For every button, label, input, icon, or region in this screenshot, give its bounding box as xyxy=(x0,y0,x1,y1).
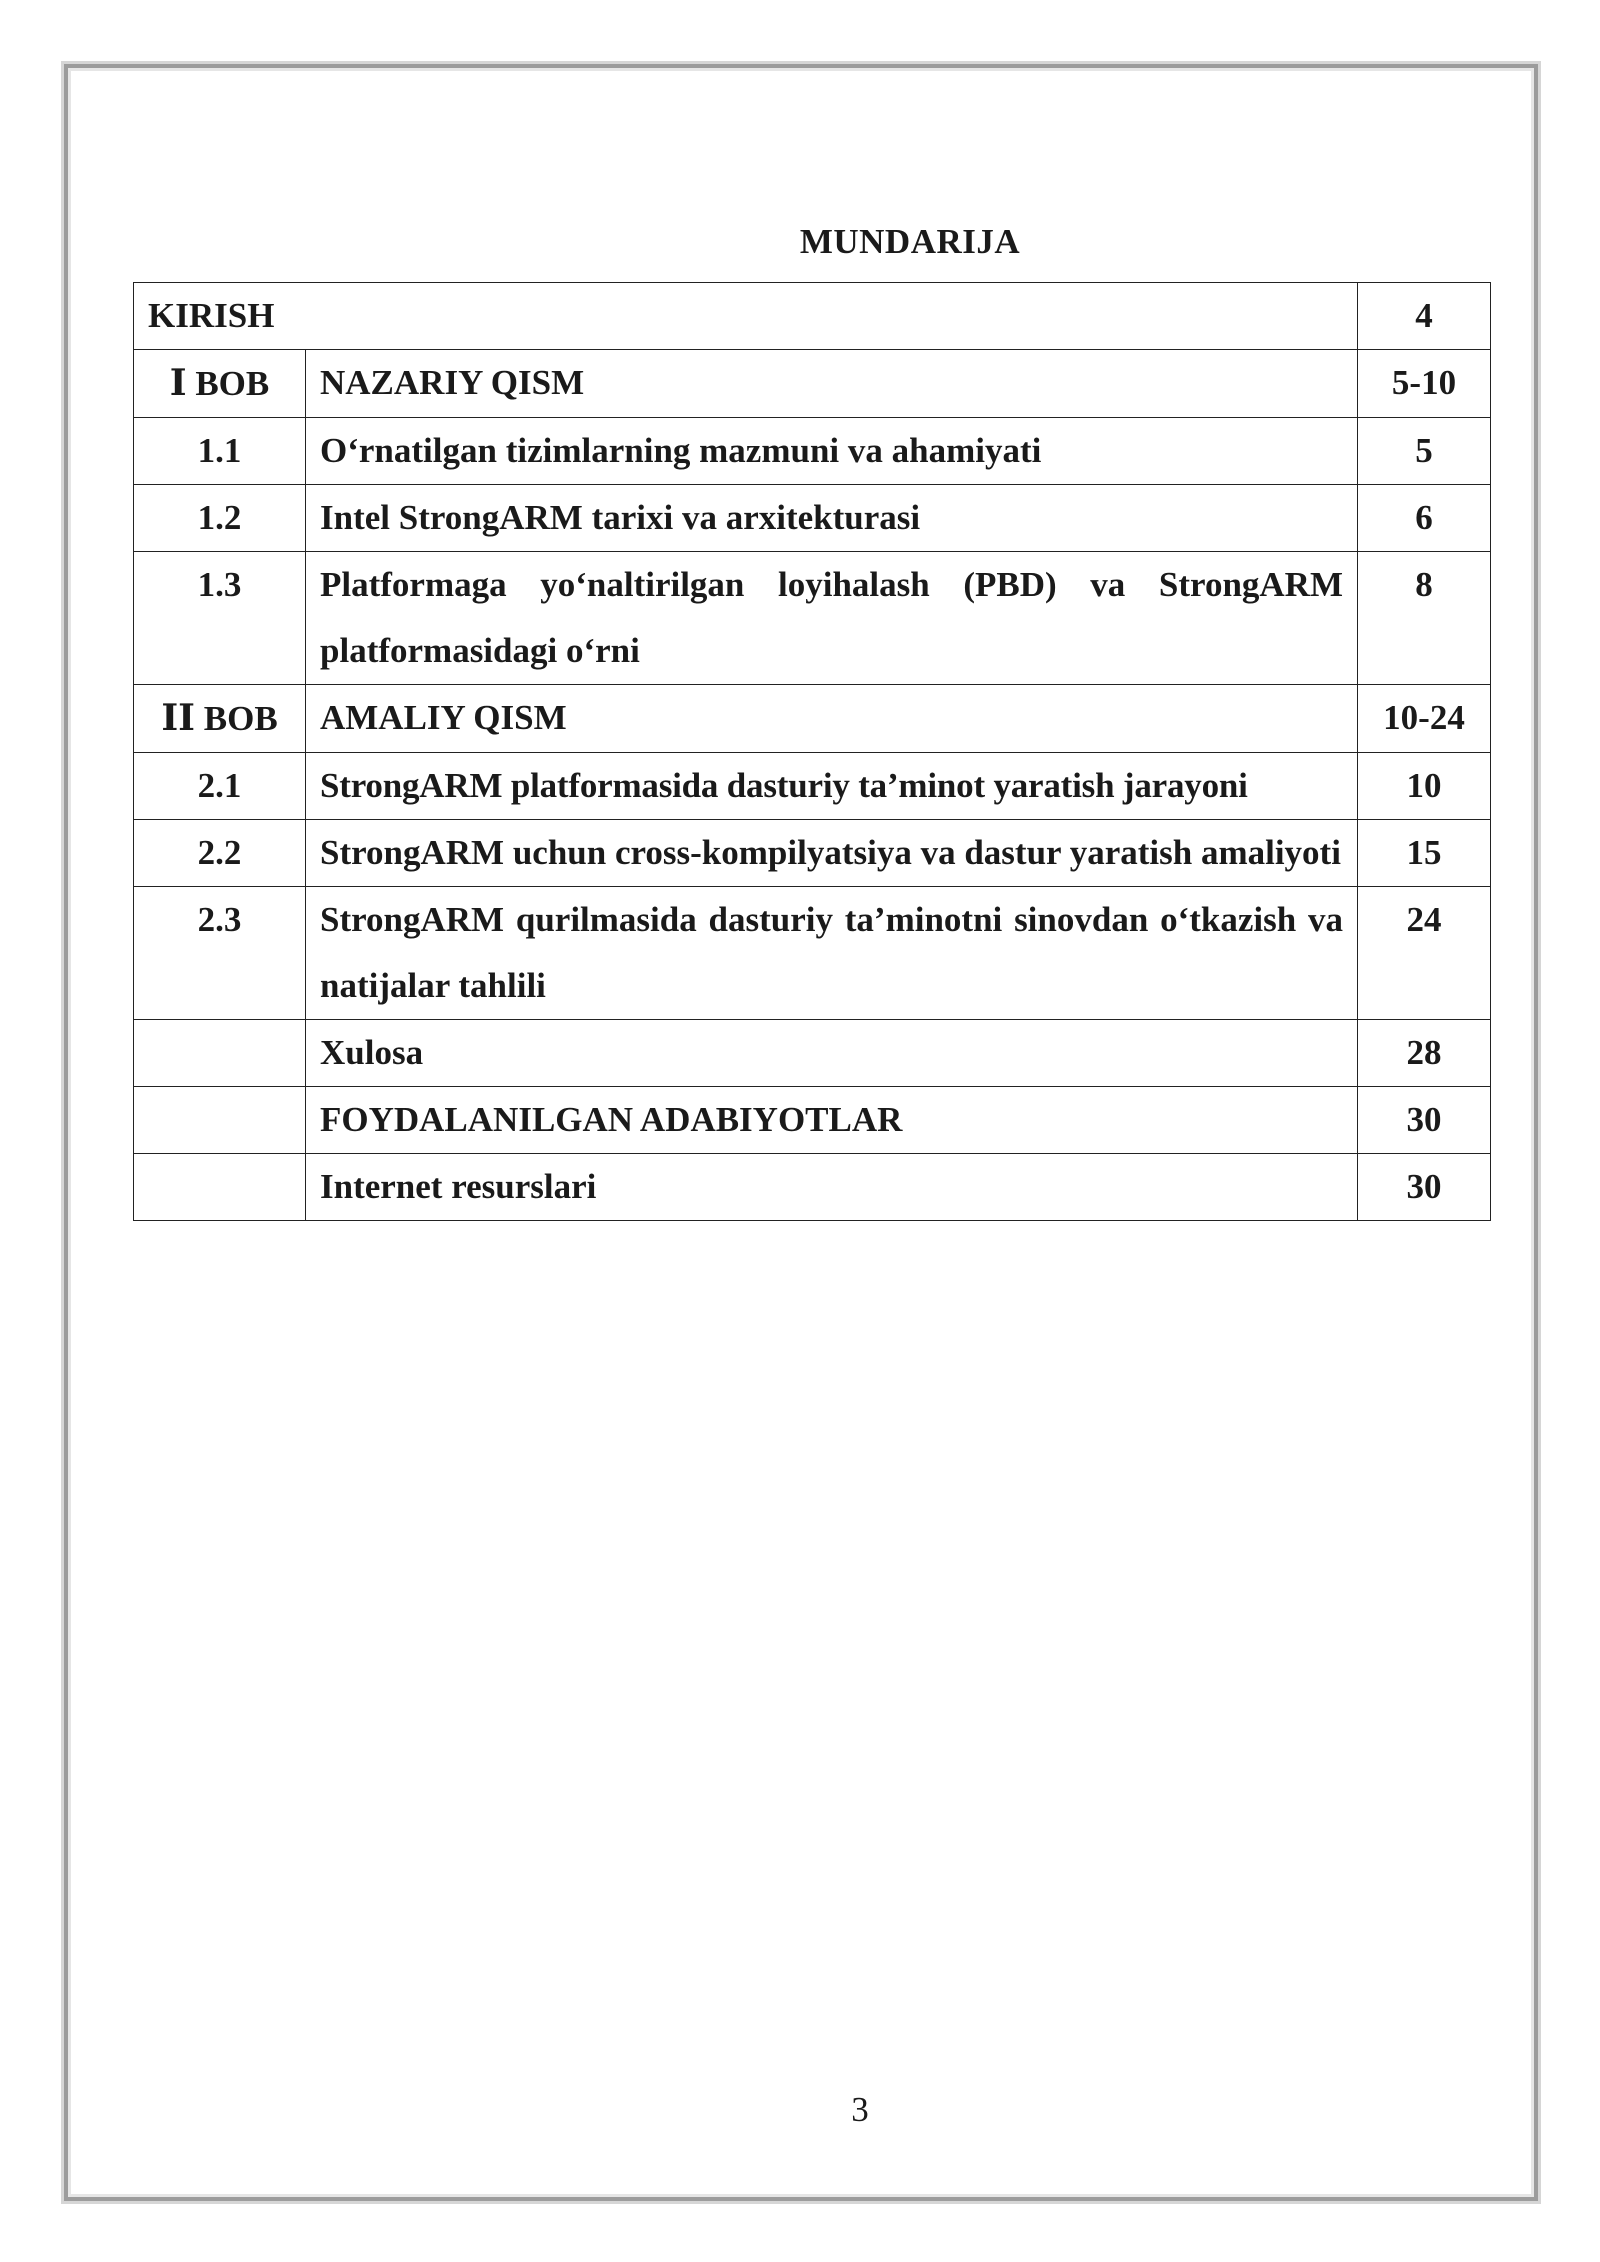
document-title: MUNDARIJA xyxy=(799,222,1021,261)
toc-row xyxy=(134,1020,1491,1087)
toc-page-number: 24 xyxy=(1358,887,1491,1020)
toc-entry-title: Xulosa xyxy=(306,1020,1358,1087)
toc-chapter-number xyxy=(134,685,306,753)
toc-row xyxy=(134,485,1491,552)
toc-page-number: 10-24 xyxy=(1358,685,1491,753)
page-number: 3 xyxy=(851,2090,869,2129)
toc-intro-label: KIRISH xyxy=(134,283,1358,350)
toc-page-number: 8 xyxy=(1358,552,1491,685)
toc-row xyxy=(134,753,1491,820)
roman-numeral: I xyxy=(169,362,187,404)
toc-page-number: 10 xyxy=(1358,753,1491,820)
toc-row xyxy=(134,887,1491,1020)
toc-row-intro xyxy=(134,283,1491,350)
toc-entry-title: Intel StrongARM tarixi va arxitekturasi xyxy=(306,485,1358,552)
chapter-word: BOB xyxy=(195,699,278,738)
toc-chapter-number xyxy=(134,350,306,418)
toc-page-number: 4 xyxy=(1358,283,1491,350)
toc-section-number: 2.3 xyxy=(134,887,306,1020)
table-of-contents xyxy=(133,282,1491,1221)
roman-numeral: II xyxy=(161,697,195,739)
toc-page-number: 5-10 xyxy=(1358,350,1491,418)
toc-entry-title: AMALIY QISM xyxy=(306,685,1358,753)
toc-page-number: 6 xyxy=(1358,485,1491,552)
toc-section-number xyxy=(134,1020,306,1087)
toc-page-number: 28 xyxy=(1358,1020,1491,1087)
toc-entry-title: O‘rnatilgan tizimlarning mazmuni va ahamiyati xyxy=(306,418,1358,485)
toc-entry-title: NAZARIY QISM xyxy=(306,350,1358,418)
toc-row xyxy=(134,1087,1491,1154)
toc-page-number: 5 xyxy=(1358,418,1491,485)
toc-entry-title: FOYDALANILGAN ADABIYOTLAR xyxy=(306,1087,1358,1154)
toc-section-number xyxy=(134,1087,306,1154)
toc-row xyxy=(134,418,1491,485)
toc-entry-title: Platformaga yo‘naltirilgan loyihalash (PBD) va StrongARM platformasidagi o‘rni xyxy=(306,552,1358,685)
toc-row xyxy=(134,552,1491,685)
toc-row-chapter-2 xyxy=(134,685,1491,753)
toc-section-number xyxy=(134,1154,306,1221)
toc-row xyxy=(134,820,1491,887)
toc-page-number: 15 xyxy=(1358,820,1491,887)
chapter-word: BOB xyxy=(186,364,270,403)
toc-entry-title: StrongARM uchun cross-kompilyatsiya va dastur yaratish amaliyoti xyxy=(306,820,1358,887)
toc-entry-title: Internet resurslari xyxy=(306,1154,1358,1221)
toc-row xyxy=(134,1154,1491,1221)
toc-page-number: 30 xyxy=(1358,1087,1491,1154)
toc-page-number: 30 xyxy=(1358,1154,1491,1221)
toc-entry-title: StrongARM qurilmasida dasturiy ta’minotni sinovdan o‘tkazish va natijalar tahlili xyxy=(306,887,1358,1020)
toc-section-number: 2.2 xyxy=(134,820,306,887)
toc-section-number: 1.3 xyxy=(134,552,306,685)
toc-entry-title: StrongARM platformasida dasturiy ta’minot yaratish jarayoni xyxy=(306,753,1358,820)
toc-row-chapter-1 xyxy=(134,350,1491,418)
toc-section-number: 1.1 xyxy=(134,418,306,485)
toc-section-number: 2.1 xyxy=(134,753,306,820)
toc-section-number: 1.2 xyxy=(134,485,306,552)
